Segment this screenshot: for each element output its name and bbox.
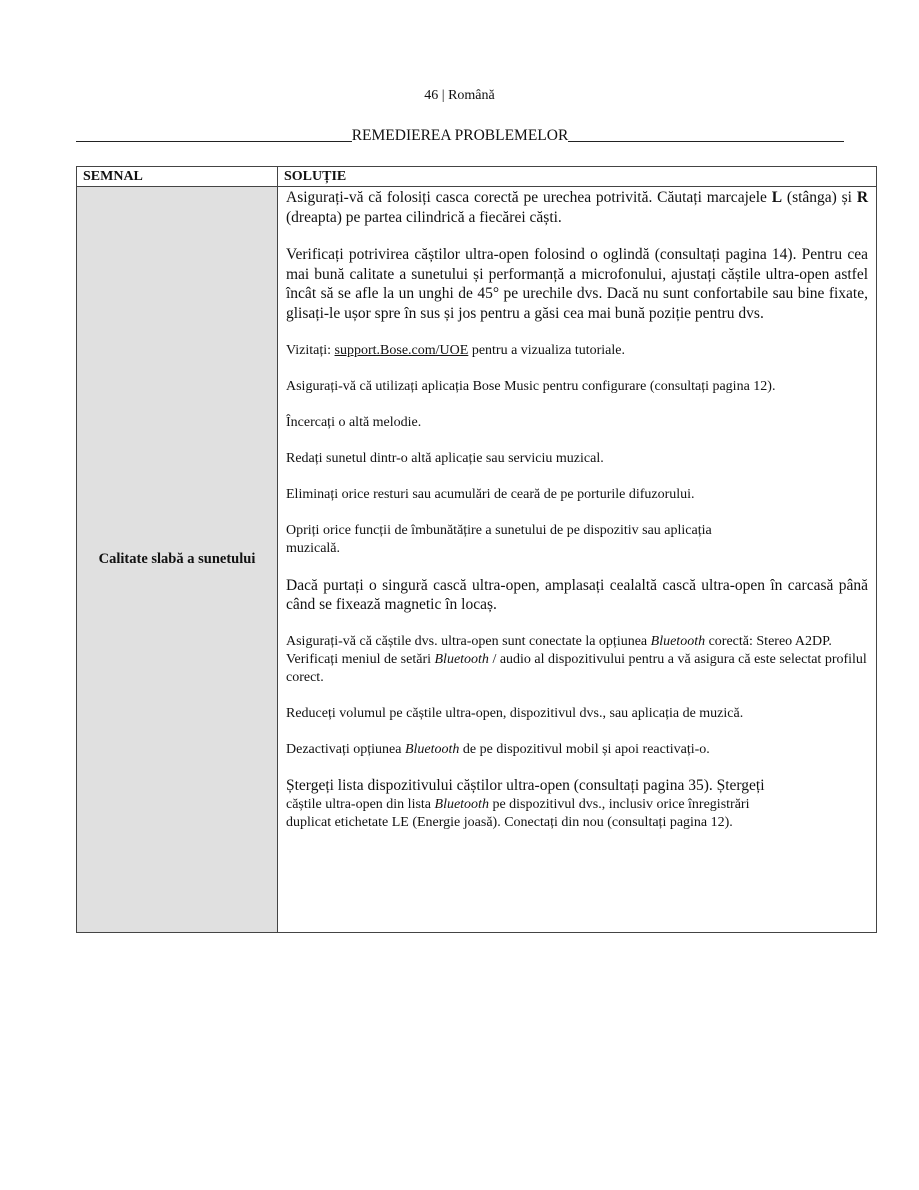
section-title [76,127,844,145]
solution-text: corectă: Stereo A2DP. Verificați meniul de setări [286,633,832,667]
solution-text: căștile ultra-open din lista [286,796,435,812]
table-row [77,187,877,933]
solution-item: Opriți orice funcții de îmbunătățire a sunetului de pe dispozitiv sau aplicația muzicală. [286,522,712,556]
section-title-text: REMEDIEREA PROBLEMELOR [351,127,569,144]
solution-text: (dreapta) pe partea cilindrică a fiecărei căști. [286,208,562,226]
column-header-signal: SEMNAL [77,167,278,187]
solution-text: / audio al dispozitivului pentru a vă asigura că este selectat profilul corect. [286,651,867,685]
solution-item: Asigurați-vă că utilizați aplicația Bose Music pentru configurare (consultați pagina 12). [286,378,776,394]
title-rule-left [76,141,352,142]
right-marker: R [856,189,869,206]
solution-item: Eliminați orice resturi sau acumulări de ceară de pe porturile difuzorului. [286,486,695,502]
solution-text: Asigurați-vă că căștile dvs. ultra-open sunt conectate la opțiunea [286,633,651,649]
solution-text: Dezactivați opțiunea [286,741,405,757]
title-rule-right [568,141,844,142]
bluetooth-term: Bluetooth [434,796,489,812]
solution-text: Ștergeți lista dispozitivului căștilor ultra-open (consultați pagina 35). Ștergeți [286,776,765,794]
solution-item: Verificați potrivirea căștilor ultra-open folosind o oglindă (consultați pagina 14). Pentru cea mai bună calitate a sunetului și performanță a microfonului, ajustați căștile ultra-open astfel încât să se afle la un unghi de 45° pe urechile dvs. Dacă nu sunt confortabile sau bine fixate, glisați-le ușor spre în sus și jos pentru a găsi cea mai bună poziție pentru dvs. [286,246,868,322]
solution-text: de pe dispozitivul mobil și apoi reactivați-o. [459,741,710,757]
bluetooth-term: Bluetooth [650,633,706,649]
solution-item [286,342,868,360]
solution-item: Redați sunetul dintr-o altă aplicație sau serviciu muzical. [286,450,604,466]
solution-text: pe dispozitivul dvs., inclusiv orice înregistrări duplicat etichetate LE (Energie joasă). Conectați din nou (consultați pagina 12). [286,796,750,830]
table-header-row [77,167,877,187]
solution-text: Vizitați: [286,342,335,358]
page-header: 46 | Română [424,88,495,103]
solution-item: Încercați o altă melodie. [286,414,422,430]
solution-item [286,741,868,759]
solution-cell [278,187,877,933]
bluetooth-term: Bluetooth [404,741,460,757]
solution-item: Reduceți volumul pe căștile ultra-open, dispozitivul dvs., sau aplicația de muzică. [286,705,744,721]
solution-text: pentru a vizualiza tutoriale. [468,342,625,358]
troubleshooting-table [76,166,877,933]
signal-cell: Calitate slabă a sunetului [77,187,278,933]
left-marker: L [771,189,783,206]
solution-item: Dacă purtați o singură cască ultra-open, amplasați cealaltă cască ultra-open în carcasă până când se fixează magnetic în locaș. [286,576,868,614]
solution-text: Asigurați-vă că folosiți casca corectă pe urechea potrivită. Căutați marcajele [286,189,772,206]
solution-item [286,777,868,832]
bluetooth-term: Bluetooth [434,651,489,667]
solution-item [286,188,868,227]
support-link[interactable]: support.Bose.com/UOE [334,342,469,358]
solution-item [286,633,868,687]
column-header-solution: SOLUȚIE [278,167,877,187]
solution-text: (stânga) și [782,189,857,206]
